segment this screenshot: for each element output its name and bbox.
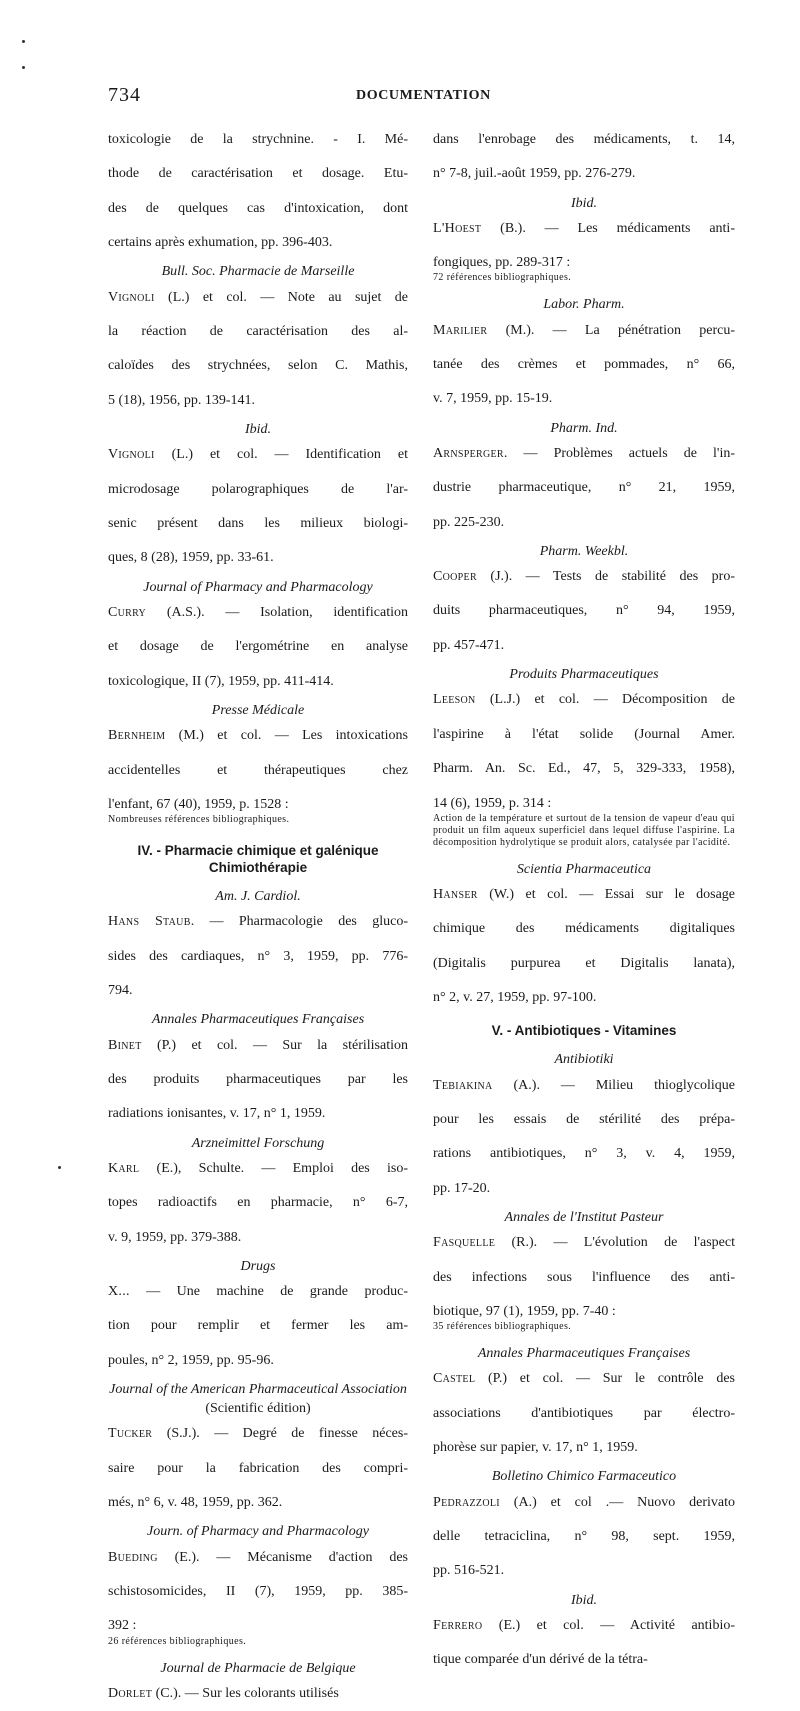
journal-source: Annales de l'Institut Pasteur [504,1209,664,1225]
journal-source: Pharm. Ind. [550,420,618,436]
page-number: 734 [108,84,141,106]
left-column [108,131,408,1711]
entry-line: 14 (6), 1959, p. 314 : [433,795,552,811]
journal-source: Scientia Pharmaceutica [516,861,652,877]
bibliography-entry [108,131,408,251]
entry-line: pp. 457-471. [433,637,505,653]
entry-line: Arnsperger. — Problèmes actuels de l'in- [433,445,735,461]
entry-line: toxicologique, II (7), 1959, pp. 411-414. [108,673,334,689]
entry-author: Vignoli [108,447,155,463]
entry-author: Cooper [433,569,477,585]
bibliography-entry [108,1160,408,1246]
bibliography-entry [433,1494,735,1580]
journal-source: Presse Médicale [211,702,305,718]
entry-author: Hans Staub [108,914,191,930]
journal-source: Antibiotiki [554,1052,614,1068]
entry-author: Curry [108,604,147,620]
journal-source: Arzneimittel Forschung [191,1135,325,1151]
journal-source: (Scientific édition) [205,1401,311,1417]
entry-author: Fasquelle [433,1235,496,1251]
bibliography-entry [433,220,735,285]
entry-author: Tebiakina [433,1077,493,1093]
journal-source: Ibid. [570,1592,598,1608]
bibliography-entry [108,1037,408,1123]
entry-author: L'Hoest [433,220,482,236]
entry-line: dans l'enrobage des médicaments, t. 14, [433,132,735,147]
entry-line: toxicologie de la strychnine. - I. Mé- [108,132,408,147]
bibliography-entry [433,886,735,1006]
journal-source: Produits Pharmaceutiques [509,667,659,683]
entry-line: poules, n° 2, 1959, pp. 95-96. [108,1352,274,1368]
entry-line: Marilier (M.). — La pénétration percu- [433,322,735,338]
entry-author: Bueding [108,1549,158,1565]
bibliography-entry [108,1549,408,1648]
entry-line: v. 9, 1959, pp. 379-388. [108,1229,242,1245]
bibliography-entry [108,289,408,409]
entry-line: Pharm. An. Sc. Ed., 47, 5, 329-333, 1958), [433,761,735,777]
entry-line: saire pour la fabrication des compri- [108,1460,408,1476]
entry-author: Leeson [433,692,476,708]
entry-line: microdosage polarographiques de l'ar- [108,481,408,497]
entry-note: 35 références bibliographiques. [433,1321,572,1333]
entry-line: Leeson (L.J.) et col. — Décomposition de [433,692,735,708]
entry-line: Tebiakina (A.). — Milieu thioglycolique [433,1077,735,1093]
scan-speck [58,1166,61,1169]
entry-line: pp. 225-230. [433,514,505,530]
entry-line: ques, 8 (28), 1959, pp. 33-61. [108,550,274,566]
entry-line: Cooper (J.). — Tests de stabilité des pro- [433,569,735,585]
entry-line: L'Hoest (B.). — Les médicaments anti- [433,220,735,236]
entry-line: Fasquelle (R.). — L'évolution de l'aspect [433,1235,735,1251]
entry-line: Hanser (W.) et col. — Essai sur le dosage [433,886,735,902]
entry-author: Hanser [433,886,478,902]
right-column [433,131,735,1677]
bibliography-entry [108,727,408,826]
entry-line: rations antibiotiques, n° 3, v. 4, 1959, [433,1146,735,1162]
journal-source: Annales Pharmaceutiques Françaises [151,1012,365,1028]
journal-source: Ibid. [570,195,598,211]
entry-line: Ferrero (E.) et col. — Activité antibio- [433,1617,735,1633]
entry-note: Nombreuses références bibliographiques. [108,814,290,826]
entry-line: pp. 516-521. [433,1563,505,1579]
entry-line: dustrie pharmaceutique, n° 21, 1959, [433,480,735,496]
entry-line: des infections sous l'influence des anti- [433,1269,735,1285]
journal-source: Labor. Pharm. [543,297,625,313]
bibliography-entry [108,1425,408,1511]
entry-author: Arnsperger [433,445,504,461]
entry-line: chimique des médicaments digitaliques [433,921,735,937]
entry-line: pp. 17-20. [433,1180,491,1196]
entry-line: associations d'antibiotiques par électro- [433,1405,735,1421]
journal-source: Am. J. Cardiol. [215,889,301,905]
entry-line: Bernheim (M.) et col. — Les intoxications [108,728,408,744]
entry-author: Bernheim [108,728,166,744]
entry-line: caloïdes des strychnées, selon C. Mathis, [108,358,408,374]
entry-line: Castel (P.) et col. — Sur le contrôle des [433,1371,735,1387]
entry-line: Bueding (E.). — Mécanisme d'action des [108,1549,408,1565]
entry-line: fongiques, pp. 289-317 : [433,255,571,271]
entry-line: des produits pharmaceutiques par les [108,1071,408,1087]
entry-author: Marilier [433,322,488,338]
entry-line: més, n° 6, v. 48, 1959, pp. 362. [108,1495,283,1511]
entry-line: accidentelles et thérapeutiques chez [108,762,408,778]
bibliography-entry [433,322,735,408]
entry-line: X... — Une machine de grande produc- [108,1283,408,1299]
journal-source: Bolletino Chimico Farmaceutico [491,1469,677,1485]
entry-line: phorèse sur papier, v. 17, n° 1, 1959. [433,1440,638,1456]
entry-line: Curry (A.S.). — Isolation, identification [108,604,408,620]
entry-line: Pedrazzoli (A.) et col .— Nuovo derivato [433,1494,735,1510]
bibliography-entry [108,1685,408,1702]
section-heading-line: Chimiothérapie [208,860,308,876]
bibliography-entry [433,1077,735,1197]
section-heading [108,842,408,876]
journal-source: Annales Pharmaceutiques Françaises [477,1346,691,1362]
entry-author: Binet [108,1037,142,1053]
bibliography-entry [108,1283,408,1369]
entry-note: Action de la température et surtout de la tension de vapeur d'eau qui produit un film aqueux superficiel dans lequel diffuse l'aspirine. La décomposition hydrolytique se produit alors, catalysée par l'acidité. [433,812,735,848]
entry-note: 26 références bibliographiques. [108,1635,247,1647]
journal-source: Journ. of Pharmacy and Pharmacology [146,1524,370,1540]
entry-line: v. 7, 1959, pp. 15-19. [433,391,553,407]
journal-source: Drugs [240,1258,276,1274]
entry-line: Dorlet (C.). — Sur les colorants utilisés [108,1685,339,1701]
entry-line: n° 7-8, juil.-août 1959, pp. 276-279. [433,166,636,182]
entry-line: la réaction de caractérisation des al- [108,324,408,340]
entry-line: Vignoli (L.) et col. — Note au sujet de [108,289,408,305]
entry-line: n° 2, v. 27, 1959, pp. 97-100. [433,990,597,1006]
section-heading-line: V. - Antibiotiques - Vitamines [491,1023,677,1039]
bibliography-entry [108,604,408,690]
bibliography-entry [433,1370,735,1456]
journal-source: Journal of the American Pharmaceutical Association [109,1381,407,1397]
entry-line: Binet (P.) et col. — Sur la stérilisation [108,1037,408,1053]
entry-line: Tucker (S.J.). — Degré de finesse néces- [108,1426,408,1442]
entry-line: l'aspirine à l'état solide (Journal Amer. [433,726,735,742]
entry-line: delle tetraciclina, n° 98, sept. 1959, [433,1529,735,1544]
entry-line: senic présent dans les milieux biologi- [108,516,408,532]
journal-source: Journal of Pharmacy and Pharmacology [143,579,373,595]
bibliography-entry [433,131,735,183]
entry-line: topes radioactifs en pharmacie, n° 6-7, [108,1195,408,1211]
entry-author: Tucker [108,1426,153,1442]
entry-line: thode de caractérisation et dosage. Etu- [108,166,408,182]
bibliography-entry [108,446,408,566]
entry-author: Karl [108,1160,140,1176]
entry-note: 72 références bibliographiques. [433,272,572,284]
entry-line: 392 : [108,1618,137,1634]
entry-author: X... [108,1283,130,1299]
entry-line: schistosomicides, II (7), 1959, pp. 385- [108,1584,408,1600]
entry-line: Hans Staub. — Pharmacologie des gluco- [108,914,409,930]
entry-line: l'enfant, 67 (40), 1959, p. 1528 : [108,796,289,812]
journal-source: Pharm. Weekbl. [539,543,629,559]
entry-author: Pedrazzoli [433,1494,500,1510]
section-heading [433,1022,735,1039]
entry-line: tanée des crèmes et pommades, n° 66, [433,357,735,373]
entry-line: pour les essais de stérilité des prépa- [433,1111,735,1127]
journal-source: Bull. Soc. Pharmacie de Marseille [161,264,355,280]
entry-author: Castel [433,1371,476,1387]
entry-line: certains après exhumation, pp. 396-403. [108,235,333,251]
entry-line: radiations ionisantes, v. 17, n° 1, 1959. [108,1106,326,1122]
entry-line: biotique, 97 (1), 1959, pp. 7-40 : [433,1303,616,1319]
bibliography-entry [433,1617,735,1669]
scan-speck [22,66,25,69]
bibliography-entry [433,568,735,654]
journal-source: Journal de Pharmacie de Belgique [160,1660,356,1676]
bibliography-entry [433,445,735,531]
entry-line: (Digitalis purpurea et Digitalis lanata), [433,955,735,971]
entry-line: 794. [108,983,133,999]
entry-author: Ferrero [433,1617,483,1633]
journal-source: Ibid. [244,422,272,438]
entry-author: Dorlet [108,1685,153,1701]
section-heading-line: IV. - Pharmacie chimique et galénique [137,843,379,859]
entry-line: tion pour remplir et fermer les am- [108,1318,408,1334]
running-title: DOCUMENTATION [356,88,491,103]
bibliography-entry [433,691,735,848]
entry-line: sides des cardiaques, n° 3, 1959, pp. 776- [108,948,408,964]
entry-line: des de quelques cas d'intoxication, dont [108,200,408,216]
bibliography-entry [433,1234,735,1333]
entry-line: Karl (E.), Schulte. — Emploi des iso- [108,1160,408,1176]
entry-line: tique comparée d'un dérivé de la tétra- [433,1652,648,1668]
scan-speck [22,40,25,43]
bibliography-entry [108,913,408,999]
entry-line: 5 (18), 1956, pp. 139-141. [108,392,255,408]
entry-line: duits pharmaceutiques, n° 94, 1959, [433,603,735,619]
entry-line: et dosage de l'ergométrine en analyse [108,639,408,655]
entry-author: Vignoli [108,289,155,305]
entry-line: Vignoli (L.) et col. — Identification et [108,447,408,463]
